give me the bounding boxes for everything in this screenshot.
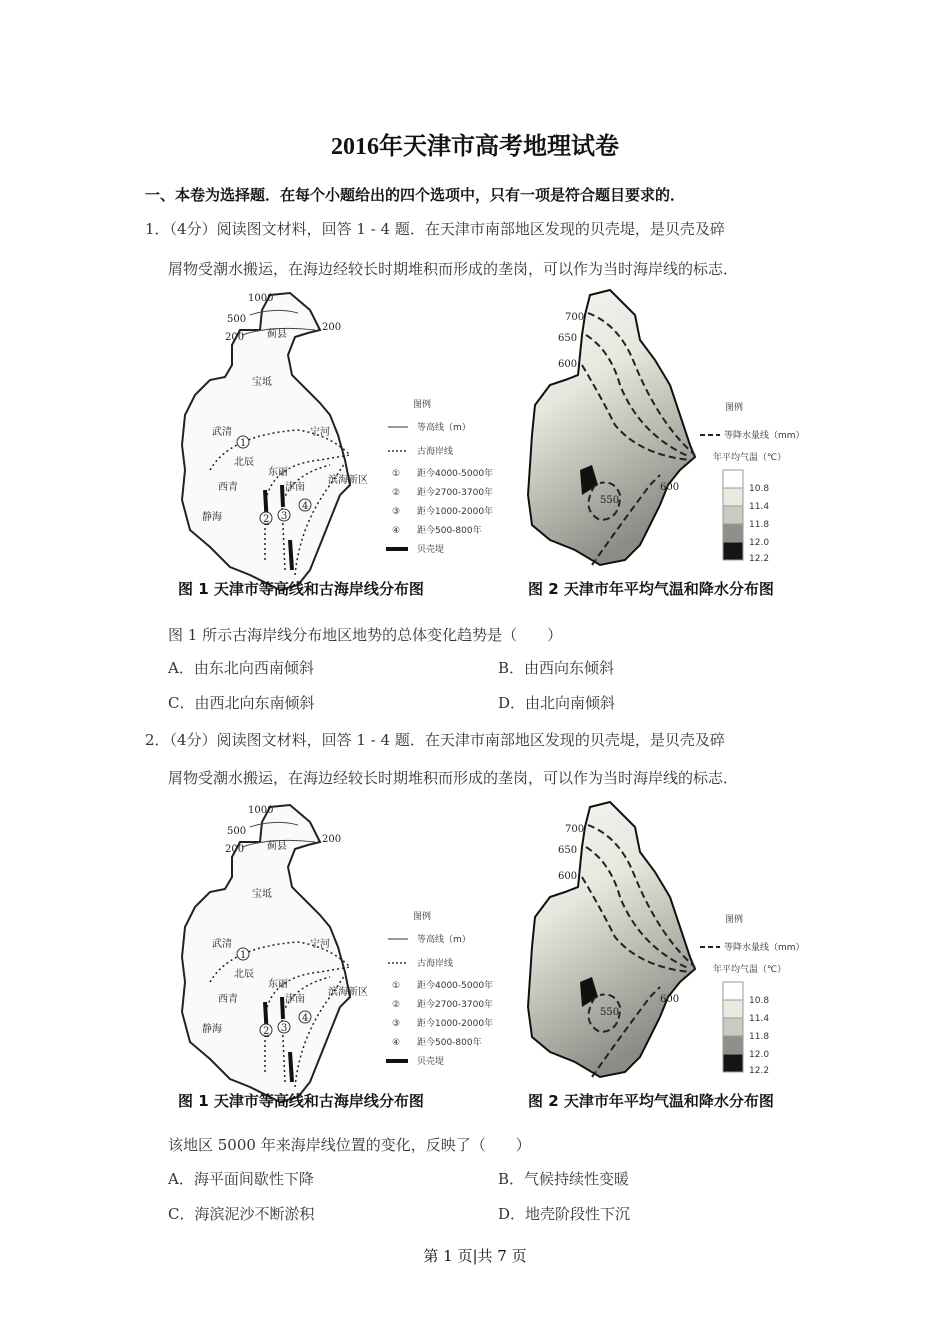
- option-c[interactable]: C．由西北向东南倾斜: [168, 694, 315, 712]
- svg-text:10.8: 10.8: [749, 484, 770, 494]
- svg-text:图例: 图例: [725, 915, 744, 925]
- svg-text:3: 3: [281, 511, 288, 522]
- svg-text:津南: 津南: [285, 482, 305, 493]
- svg-text:滨海新区: 滨海新区: [328, 475, 368, 486]
- svg-text:贝壳堤: 贝壳堤: [417, 1057, 445, 1067]
- svg-text:2: 2: [263, 1026, 270, 1037]
- svg-text:武清: 武清: [212, 427, 232, 438]
- svg-text:650: 650: [558, 845, 578, 856]
- svg-text:蓟县: 蓟县: [267, 841, 287, 852]
- svg-text:②: ②: [392, 488, 401, 498]
- option-d[interactable]: D．由北向南倾斜: [498, 694, 616, 712]
- option-b[interactable]: B．由西向东倾斜: [498, 659, 615, 677]
- svg-text:200: 200: [225, 332, 245, 343]
- question-2-prompt: 该地区 5000 年来海岸线位置的变化，反映了（ ）: [168, 1136, 531, 1154]
- svg-text:11.8: 11.8: [749, 520, 770, 530]
- option-c[interactable]: C．海滨泥沙不断淤积: [168, 1205, 315, 1223]
- figure-2-temperature-precipitation-map: [520, 285, 830, 610]
- svg-text:①: ①: [392, 981, 401, 991]
- svg-text:距今2700-3700年: 距今2700-3700年: [417, 1000, 494, 1010]
- figure-pair-1: [170, 285, 830, 610]
- svg-text:距今500-800年: 距今500-800年: [417, 1038, 482, 1048]
- question-1-prompt: 图 1 所示古海岸线分布地区地势的总体变化趋势是（ ）: [168, 626, 563, 644]
- svg-text:700: 700: [565, 312, 585, 323]
- svg-text:550: 550: [600, 1007, 620, 1018]
- svg-text:津南: 津南: [285, 994, 305, 1005]
- svg-text:东丽: 东丽: [268, 467, 288, 478]
- svg-text:距今1000-2000年: 距今1000-2000年: [417, 507, 494, 517]
- svg-text:1000: 1000: [248, 805, 274, 816]
- svg-text:1: 1: [240, 438, 247, 449]
- svg-text:12.0: 12.0: [749, 538, 770, 548]
- svg-text:11.4: 11.4: [749, 502, 770, 512]
- question-1-stem-line1: 1．（4分）阅读图文材料，回答 1 - 4 题．在天津市南部地区发现的贝壳堤，是贝壳及碎: [145, 220, 725, 238]
- svg-text:古海岸线: 古海岸线: [417, 959, 454, 969]
- svg-text:西青: 西青: [218, 482, 238, 493]
- svg-text:西青: 西青: [218, 994, 238, 1005]
- svg-text:④: ④: [392, 526, 401, 536]
- svg-text:12.2: 12.2: [749, 1066, 770, 1076]
- section-heading: 一、本卷为选择题．在每个小题给出的四个选项中，只有一项是符合题目要求的．: [145, 186, 686, 204]
- svg-text:500: 500: [227, 314, 247, 325]
- svg-text:③: ③: [392, 1019, 401, 1029]
- figure-1-contour-coastline-map: [170, 285, 510, 610]
- question-2-options: [168, 1161, 828, 1231]
- svg-text:500: 500: [227, 826, 247, 837]
- svg-text:东丽: 东丽: [268, 979, 288, 990]
- svg-text:600: 600: [558, 359, 578, 370]
- figure-pair-2: [170, 797, 830, 1122]
- svg-text:12.0: 12.0: [749, 1050, 770, 1060]
- figure-2-caption: 图 2 天津市年平均气温和降水分布图: [528, 1092, 774, 1110]
- svg-text:静海: 静海: [202, 512, 222, 523]
- svg-text:②: ②: [392, 1000, 401, 1010]
- svg-text:年平均气温（℃）: 年平均气温（℃）: [713, 965, 787, 975]
- figure-1-caption: 图 1 天津市等高线和古海岸线分布图: [178, 580, 424, 598]
- svg-text:600: 600: [660, 482, 680, 493]
- svg-text:宝坻: 宝坻: [252, 889, 272, 900]
- figure-2-temperature-precipitation-map: [520, 797, 830, 1122]
- svg-text:10.8: 10.8: [749, 996, 770, 1006]
- svg-text:武清: 武清: [212, 939, 232, 950]
- page-footer: 第 1 页|共 7 页: [423, 1247, 527, 1265]
- svg-text:4: 4: [302, 501, 309, 512]
- svg-text:700: 700: [565, 824, 585, 835]
- svg-text:550: 550: [600, 495, 620, 506]
- option-a[interactable]: A．海平面间歇性下降: [168, 1170, 314, 1188]
- svg-text:图例: 图例: [413, 912, 432, 922]
- option-b[interactable]: B．气候持续性变暖: [498, 1170, 630, 1188]
- question-2-stem-line1: 2．（4分）阅读图文材料，回答 1 - 4 题．在天津市南部地区发现的贝壳堤，是贝壳及碎: [145, 731, 725, 749]
- svg-text:等降水量线（mm）: 等降水量线（mm）: [724, 943, 805, 953]
- svg-text:650: 650: [558, 333, 578, 344]
- svg-text:滨海新区: 滨海新区: [328, 987, 368, 998]
- svg-text:距今2700-3700年: 距今2700-3700年: [417, 488, 494, 498]
- svg-text:古海岸线: 古海岸线: [417, 447, 454, 457]
- figure-1-contour-coastline-map: [170, 797, 510, 1122]
- svg-text:北辰: 北辰: [234, 969, 254, 980]
- option-d[interactable]: D．地壳阶段性下沉: [498, 1205, 631, 1223]
- svg-text:600: 600: [558, 871, 578, 882]
- question-2-stem-line2: 屑物受潮水搬运，在海边经较长时期堆积而形成的垄岗，可以作为当时海岸线的标志．: [168, 769, 739, 787]
- svg-text:1000: 1000: [248, 293, 274, 304]
- question-number: 1．: [145, 220, 170, 238]
- svg-text:年平均气温（℃）: 年平均气温（℃）: [713, 453, 787, 463]
- page-title: 2016年天津市高考地理试卷: [331, 134, 619, 160]
- svg-text:距今500-800年: 距今500-800年: [417, 526, 482, 536]
- svg-text:4: 4: [302, 1013, 309, 1024]
- svg-text:200: 200: [225, 844, 245, 855]
- svg-text:③: ③: [392, 507, 401, 517]
- svg-text:等高线（m）: 等高线（m）: [417, 935, 471, 945]
- svg-text:距今1000-2000年: 距今1000-2000年: [417, 1019, 494, 1029]
- svg-text:静海: 静海: [202, 1024, 222, 1035]
- svg-text:11.4: 11.4: [749, 1014, 770, 1024]
- option-a[interactable]: A．由东北向西南倾斜: [168, 659, 314, 677]
- svg-text:④: ④: [392, 1038, 401, 1048]
- svg-text:北辰: 北辰: [234, 457, 254, 468]
- svg-text:图例: 图例: [413, 400, 432, 410]
- svg-text:宁河: 宁河: [310, 427, 330, 438]
- svg-text:距今4000-5000年: 距今4000-5000年: [417, 469, 494, 479]
- svg-text:图例: 图例: [725, 403, 744, 413]
- svg-text:距今4000-5000年: 距今4000-5000年: [417, 981, 494, 991]
- svg-text:贝壳堤: 贝壳堤: [417, 545, 445, 555]
- figure-2-caption: 图 2 天津市年平均气温和降水分布图: [528, 580, 774, 598]
- question-1-stem-line2: 屑物受潮水搬运，在海边经较长时期堆积而形成的垄岗，可以作为当时海岸线的标志．: [168, 260, 739, 278]
- svg-text:等高线（m）: 等高线（m）: [417, 423, 471, 433]
- svg-text:2: 2: [263, 514, 270, 525]
- svg-text:3: 3: [281, 1023, 288, 1034]
- figure-1-caption: 图 1 天津市等高线和古海岸线分布图: [178, 1092, 424, 1110]
- svg-text:600: 600: [660, 994, 680, 1005]
- svg-text:等降水量线（mm）: 等降水量线（mm）: [724, 431, 805, 441]
- svg-text:①: ①: [392, 469, 401, 479]
- svg-text:200: 200: [322, 834, 342, 845]
- svg-text:1: 1: [240, 950, 247, 961]
- svg-text:蓟县: 蓟县: [267, 329, 287, 340]
- svg-text:12.2: 12.2: [749, 554, 770, 564]
- question-number: 2．: [145, 731, 170, 749]
- svg-text:200: 200: [322, 322, 342, 333]
- svg-text:宝坻: 宝坻: [252, 377, 272, 388]
- question-1-options: [168, 650, 828, 720]
- svg-text:11.8: 11.8: [749, 1032, 770, 1042]
- svg-text:宁河: 宁河: [310, 939, 330, 950]
